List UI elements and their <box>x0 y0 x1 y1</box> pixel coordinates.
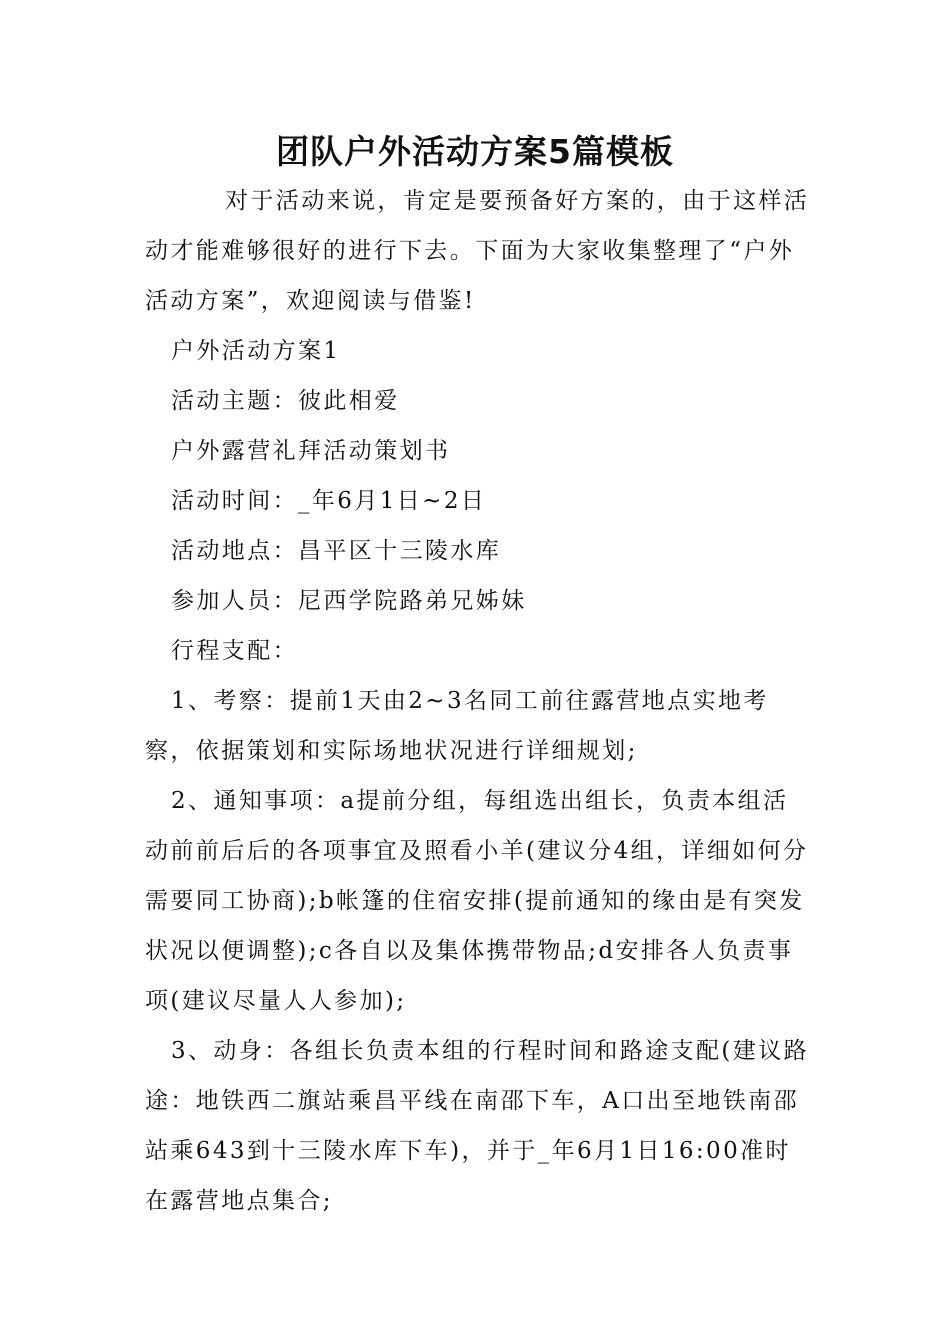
document-body <box>145 176 810 1226</box>
plan-subtitle: 户外露营礼拜活动策划书 <box>171 438 451 464</box>
itinerary-item-3: 3、动身：各组长负责本组的行程时间和路途支配(建议路途：地铁西二旗站乘昌平线在南邵下车，A口出至地铁南邵站乘643到十三陵水库下车)，并于_年6月1日16:00准时在露营地点集合; <box>145 1038 810 1214</box>
activity-time: 活动时间：_年6月1日~2日 <box>171 488 487 514</box>
section-heading-plan-1: 户外活动方案1 <box>171 338 341 364</box>
activity-theme: 活动主题：彼此相爱 <box>171 388 400 414</box>
document-title: 团队户外活动方案5篇模板 <box>276 132 674 171</box>
itinerary-heading: 行程支配： <box>171 638 298 664</box>
participants: 参加人员：尼西学院路弟兄姊妹 <box>171 588 527 614</box>
activity-location: 活动地点：昌平区十三陵水库 <box>171 538 502 564</box>
intro-paragraph: 对于活动来说，肯定是要预备好方案的，由于这样活动才能难够很好的进行下去。下面为大家收集整理了“户外活动方案”，欢迎阅读与借鉴! <box>145 188 810 314</box>
itinerary-item-1: 1、考察：提前1天由2~3名同工前往露营地点实地考察，依据策划和实际场地状况进行详细规划; <box>145 688 769 764</box>
itinerary-item-2: 2、通知事项：a提前分组，每组选出组长，负责本组活动前前后后的各项事宜及照看小羊(建议分4组，详细如何分需要同工协商);b帐篷的住宿安排(提前通知的缘由是有突发状况以便调整);c各自以及集体携带物品;d安排各人负责事项(建议尽量人人参加); <box>145 788 809 1014</box>
